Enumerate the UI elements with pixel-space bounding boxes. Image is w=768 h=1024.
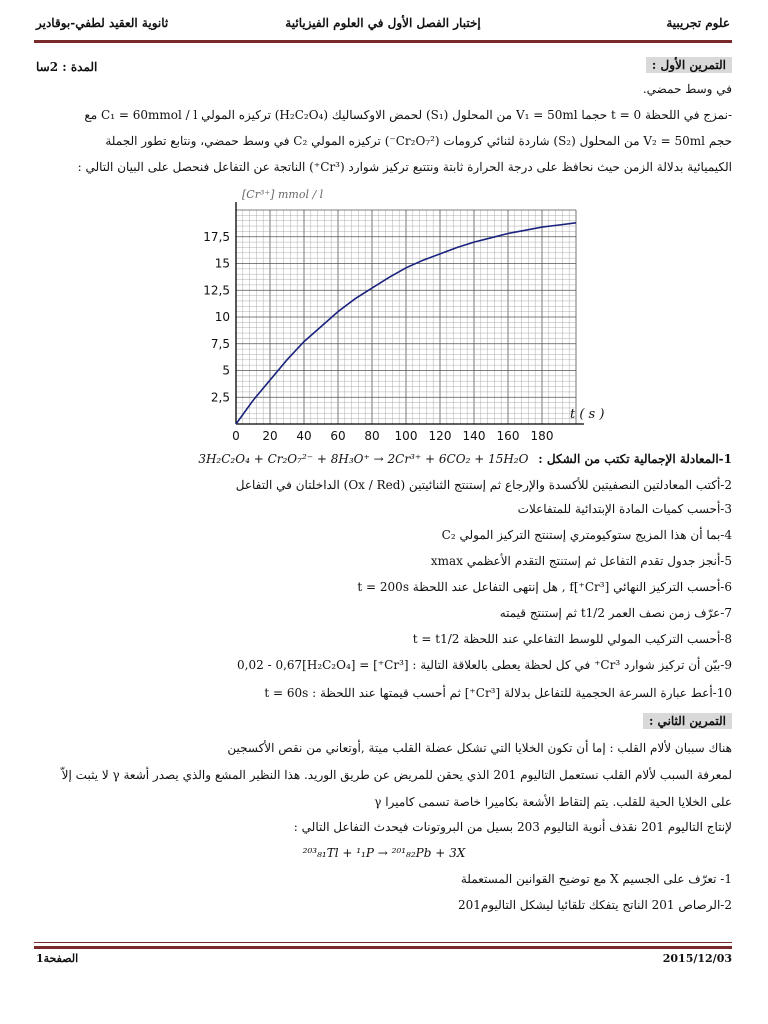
x-tick-label: 180: [530, 429, 554, 443]
exercise1-duration: المدة : 2سا: [36, 60, 98, 74]
x-tick-label: 0: [232, 429, 240, 443]
x-tick-label: 120: [428, 429, 452, 443]
x-tick-label: 60: [330, 429, 346, 443]
x-tick-label: 160: [496, 429, 520, 443]
ex2-line-3: لإنتاج التاليوم 201 نقذف أنوية التاليوم 203 بسيل من البروتونات فيحدث التفاعل التالي :: [293, 820, 732, 834]
y-tick-label: 7,5: [210, 336, 230, 351]
header-exam-title: إختبار الفصل الأول في العلوم الفيزيائية: [285, 16, 481, 30]
x-tick-label: 40: [296, 429, 312, 443]
question-3: 3-أحسب كميات المادة الإبتدائية للمتفاعلات: [517, 502, 732, 516]
ex2-question-2: 2-الرصاص 201 الناتج يتفكك تلقائيا ليشكل التاليوم201: [457, 898, 732, 912]
y-axis-label: [Cr³⁺] mmol / l: [242, 188, 324, 201]
footer-page-number: الصفحة1: [36, 952, 79, 965]
footer-date: 2015/12/03: [662, 952, 732, 965]
chart-x-ticks: [232, 429, 553, 443]
ex2-line-2: على الخلايا الحية للقلب. يتم إلتقاط الأشعة بكاميرا خاصة تسمى كاميرا γ: [374, 795, 732, 809]
reaction-equation: 3H₂C₂O₄ + Cr₂O₇²⁻ + 8H₃O⁺ → 2Cr³⁺ + 6CO₂ + 15H₂O: [198, 452, 529, 466]
ex1-line-0: في وسط حمضي.: [642, 82, 732, 96]
question-5: 5-أنجز جدول تقدم التفاعل ثم إستنتج التقدم الأعظمي xmax: [430, 554, 732, 568]
header-subject: علوم تجريبية: [666, 16, 730, 30]
exercise2-title-row: [36, 713, 732, 729]
ex2-line-1: لمعرفة السبب لألام القلب نستعمل التاليوم 201 الذي يحقن للمريض عن طريق الوريد. هذا النظير المشع والذي يصدر أشعة γ لا يثبت إلاّ: [61, 768, 732, 782]
y-tick-label: 15: [214, 256, 230, 271]
y-tick-label: 12,5: [203, 283, 230, 298]
chart-y-ticks: [203, 230, 230, 405]
header-rule: [34, 40, 732, 43]
footer-rule: [34, 946, 732, 949]
x-tick-label: 20: [262, 429, 278, 443]
y-tick-label: 17,5: [203, 229, 230, 244]
exercise1-title: التمرين الأول :: [646, 57, 732, 73]
question-8: 8-أحسب التركيب المولي للوسط التفاعلي عند اللحظة t = t1/2: [412, 632, 732, 646]
x-tick-label: 100: [394, 429, 418, 443]
y-tick-label: 10: [214, 310, 230, 324]
concentration-time-chart: [196, 186, 605, 450]
chart-grid: [236, 210, 576, 424]
x-tick-label: 80: [364, 429, 380, 443]
ex2-line-0: هناك سببان لألام القلب : إما أن تكون الخلايا التي تشكل عضلة القلب ميتة ,أوتعاني من نقص الأكسجين: [227, 741, 732, 755]
question-9: 9-بيّن أن تركيز شوارد Cr³⁺ في كل لحظة يعطى بالعلاقة التالية : [Cr³⁺] = 0,02 - 0,67[H₂C₂O₄]: [237, 658, 732, 672]
question-2: 2-أكتب المعادلتين النصفيتين للأكسدة والإرجاع ثم إستنتج الثنائيتين (Ox / Red) الداخلتان في التفاعل: [235, 478, 732, 492]
question-6: 6-أحسب التركيز النهائي [Cr³⁺]f , هل إنتهى التفاعل عند اللحظة t = 200s: [357, 580, 732, 594]
x-axis-label: t ( s ): [570, 407, 605, 422]
chart-axes: [236, 202, 584, 424]
question-4: 4-بما أن هذا المزيج ستوكيومتري إستنتج التركيز المولي C₂: [441, 528, 732, 542]
y-tick-label: 2,5: [210, 390, 230, 405]
question-10: 10-أعط عبارة السرعة الحجمية للتفاعل بدلالة [Cr³⁺] ثم أحسب قيمتها عند اللحظة : t = 60s: [264, 686, 732, 700]
question-1: 1-المعادلة الإجمالية تكتب من الشكل : 3H₂C₂O₄ + Cr₂O₇²⁻ + 8H₃O⁺ → 2Cr³⁺ + 6CO₂ + 15H₂O: [198, 452, 732, 466]
exercise2-title: التمرين الثاني :: [643, 713, 732, 729]
question-7: 7-عرّف زمن نصف العمر t1/2 ثم إستنتج قيمته: [499, 606, 732, 620]
nuclear-equation: ²⁰³₈₁Tl + ¹₁P → ²⁰¹₈₂Pb + 3X: [302, 846, 466, 860]
ex2-question-1: 1- تعرّف على الجسيم X مع توضيح القوانين المستعملة: [460, 872, 732, 886]
ex1-line-1: -نمزج في اللحظة t = 0 حجما V₁ = 50ml من المحلول (S₁) لحمض الاوكساليك (H₂C₂O₄) تركيزه المولي C₁ = 60mmol / l مع: [84, 108, 732, 122]
ex1-line-2: حجم V₂ = 50ml من المحلول (S₂) شاردة لثنائي كرومات (Cr₂O₇²⁻) تركيزه المولي C₂ في وسط حمضي، ونتابع تطور الجملة: [105, 134, 732, 148]
y-tick-label: 5: [222, 363, 230, 378]
x-tick-label: 140: [462, 429, 486, 443]
page-header: [36, 16, 730, 36]
ex1-line-3: الكيميائية بدلالة الزمن حيث نحافظ على درجة الحرارة ثابتة ونتتبع تركيز شوارد (Cr³⁺) الناتجة عن التفاعل فنحصل على البيان التالي :: [77, 160, 732, 174]
header-school: ثانوية العقيد لطفي-بوقادير: [36, 16, 169, 30]
footer-rule-thin: [34, 942, 732, 943]
